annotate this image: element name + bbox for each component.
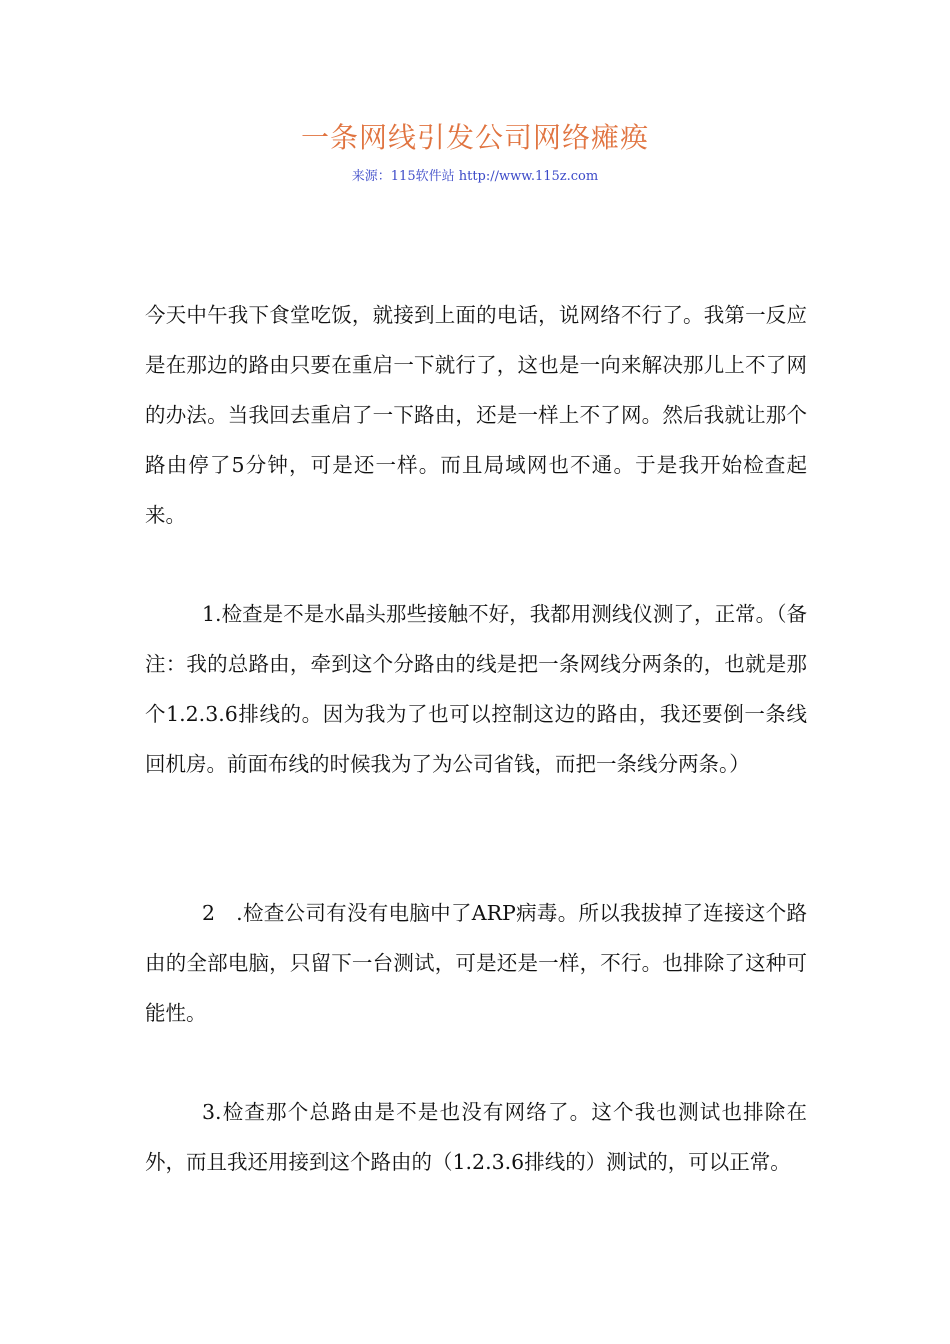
paragraph-step-2: 2 .检查公司有没有电脑中了ARP病毒。所以我拔掉了连接这个路由的全部电脑，只留下一台测试，可是还是一样，不行。也排除了这种可能性。 (145, 901, 807, 1025)
paragraph-step-1: 1.检查是不是水晶头那些接触不好，我都用测线仪测了，正常。（备注：我的总路由，牵到这个分路由的线是把一条网线分两条的，也就是那个1.2.3.6排线的。因为我为了也可以控制这边的路由，我还要倒一条线回机房。前面布线的时候我为了为公司省钱，而把一条线分两条。） (145, 602, 807, 776)
page-title: 一条网线引发公司网络瘫痪 (300, 121, 649, 154)
paragraph-intro: 今天中午我下食堂吃饭，就接到上面的电话，说网络不行了。我第一反应是在那边的路由只要在重启一下就行了，这也是一向来解决那儿上不了网的办法。当我回去重启了一下路由，还是一样上不了网。然后我就让那个路由停了5分钟，可是还一样。而且局域网也不通。于是我开始检查起来。 (145, 303, 807, 527)
source-line: 来源：115软件站 http://www.115z.com (351, 169, 599, 184)
paragraph-step-3: 3.检查那个总路由是不是也没有网络了。这个我也测试也排除在外，而且我还用接到这个路由的（1.2.3.6排线的）测试的，可以正常。 (145, 1100, 807, 1174)
